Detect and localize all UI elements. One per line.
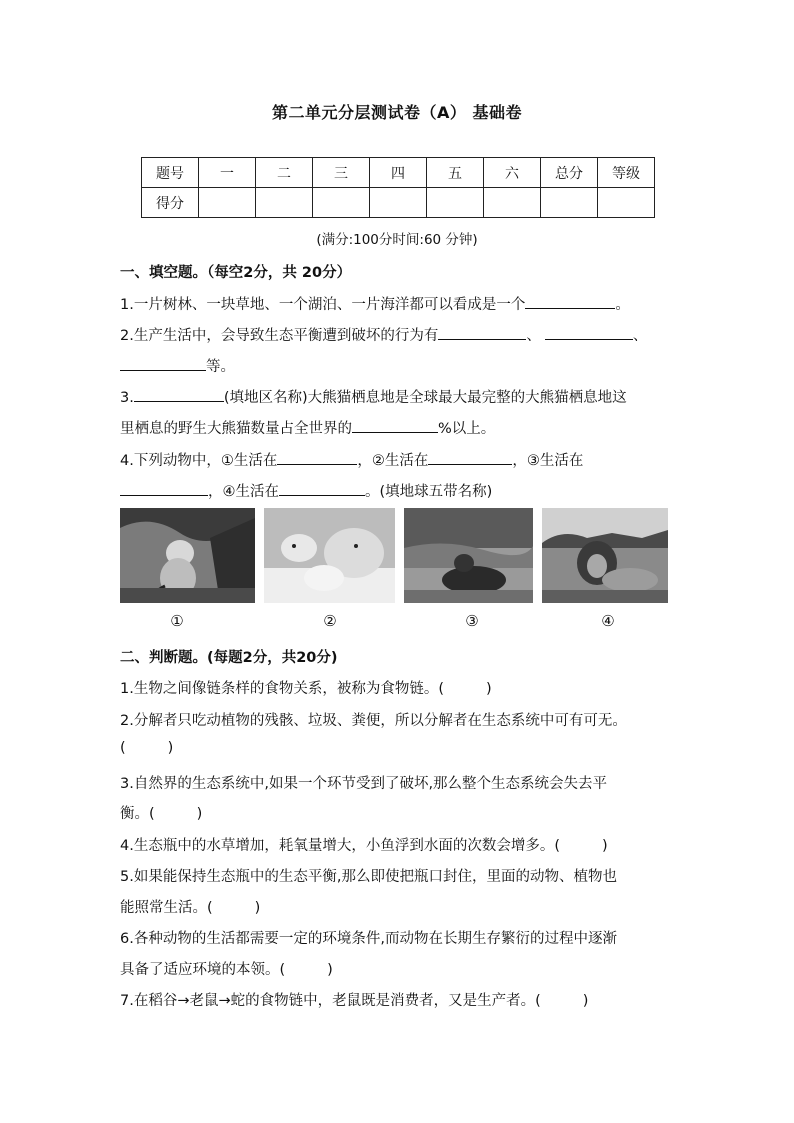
question-2-7 xyxy=(120,989,588,1010)
question-2-5: 5.如果能保持生态瓶中的生态平衡,那么即使把瓶口封住，里面的动物、植物也 xyxy=(120,869,617,885)
table-cell: 一 xyxy=(199,158,256,188)
score-entry-cell[interactable] xyxy=(256,188,313,218)
question-text: ，④生活在 xyxy=(208,484,279,500)
section2-heading: 二、判断题。(每题2分，共20分) xyxy=(120,650,338,666)
question-text: 具备了适应环境的本领。( xyxy=(120,962,286,978)
photo-caption: ④ xyxy=(601,612,615,630)
question-1-2 xyxy=(120,324,647,345)
score-entry-cell[interactable] xyxy=(541,188,598,218)
table-cell: 总分 xyxy=(541,158,598,188)
question-text: 1.一片树林、一块草地、一个湖泊、一片海洋都可以看成是一个 xyxy=(120,297,526,313)
table-cell: 等级 xyxy=(598,158,655,188)
question-2-3-cont xyxy=(120,802,202,823)
question-text: ，②生活在 xyxy=(357,453,429,469)
question-text: 能照常生活。( xyxy=(120,900,213,916)
table-cell: 六 xyxy=(484,158,541,188)
answer-blank[interactable] xyxy=(438,324,526,340)
question-text: %以上。 xyxy=(438,421,496,437)
question-text: 、 xyxy=(632,328,648,344)
question-text: 1.生物之间像链条样的食物关系，被称为食物链。( xyxy=(120,681,444,697)
score-entry-cell[interactable] xyxy=(427,188,484,218)
question-text: 4.下列动物中，①生活在 xyxy=(120,453,278,469)
score-table-header-row xyxy=(142,158,655,188)
question-text: (填地区名称)大熊猫栖息地是全球最大最完整的大熊猫栖息地这 xyxy=(223,390,627,406)
table-cell: 二 xyxy=(256,158,313,188)
answer-blank[interactable] xyxy=(120,480,208,496)
answer-blank[interactable] xyxy=(120,355,206,371)
question-text: ( xyxy=(120,740,126,756)
answer-blank[interactable] xyxy=(352,417,438,433)
section1-heading: 一、填空题。（每空2分，共 20分） xyxy=(120,265,352,281)
answer-blank[interactable] xyxy=(134,386,224,402)
question-1-3-cont xyxy=(120,417,495,438)
photo-caption: ② xyxy=(323,612,337,630)
question-text: 。 xyxy=(615,297,630,313)
polar-bear-photo xyxy=(264,508,395,603)
score-table xyxy=(141,157,655,218)
question-2-1 xyxy=(120,677,492,698)
seal-photo xyxy=(404,508,533,603)
answer-blank[interactable] xyxy=(545,324,633,340)
question-1-1 xyxy=(120,293,630,314)
answer-blank[interactable] xyxy=(277,449,357,465)
question-text: 7.在稻谷→老鼠→蛇的食物链中，老鼠既是消费者，又是生产者。( xyxy=(120,993,541,1009)
table-cell: 三 xyxy=(313,158,370,188)
question-text: ) xyxy=(196,806,203,822)
question-2-6-cont xyxy=(120,958,333,979)
question-2-4 xyxy=(120,834,608,855)
question-text: 。(填地球五带名称) xyxy=(365,484,493,500)
question-text: ) xyxy=(582,993,589,1009)
question-1-4 xyxy=(120,449,583,470)
monkey-photo xyxy=(120,508,255,603)
question-text: 、 xyxy=(526,328,541,344)
question-2-3: 3.自然界的生态系统中,如果一个环节受到了破坏,那么整个生态系统会失去平 xyxy=(120,776,608,792)
answer-blank[interactable] xyxy=(428,449,512,465)
question-1-3 xyxy=(120,386,627,407)
score-table-score-row xyxy=(142,188,655,218)
score-entry-cell[interactable] xyxy=(370,188,427,218)
table-cell: 四 xyxy=(370,158,427,188)
question-number: 3. xyxy=(120,390,134,406)
question-2-2-cont xyxy=(120,740,173,756)
question-1-4-cont xyxy=(120,480,492,501)
question-text: ) xyxy=(486,681,492,697)
answer-blank[interactable] xyxy=(525,293,615,309)
score-entry-cell[interactable] xyxy=(199,188,256,218)
question-2-2: 2.分解者只吃动植物的残骸、垃圾、粪便，所以分解者在生态系统中可有可无。 xyxy=(120,713,627,729)
table-cell: 五 xyxy=(427,158,484,188)
question-text: ) xyxy=(602,838,608,854)
question-1-2-cont xyxy=(120,355,235,376)
table-cell: 得分 xyxy=(142,188,199,218)
page-title: 第二单元分层测试卷（A） 基础卷 xyxy=(272,103,522,122)
question-text: ) xyxy=(327,962,333,978)
question-2-6: 6.各种动物的生活都需要一定的环境条件,而动物在长期生存繁衍的过程中逐渐 xyxy=(120,931,617,947)
question-text: 4.生态瓶中的水草增加，耗氧量增大，小鱼浮到水面的次数会增多。( xyxy=(120,838,560,854)
score-entry-cell[interactable] xyxy=(598,188,655,218)
table-cell: 题号 xyxy=(142,158,199,188)
lion-photo xyxy=(542,508,668,603)
question-text: 衡。( xyxy=(120,806,155,822)
answer-blank[interactable] xyxy=(279,480,365,496)
photo-caption: ③ xyxy=(465,612,479,630)
question-text: ，③生活在 xyxy=(512,453,584,469)
question-text: ) xyxy=(167,740,174,756)
question-2-5-cont xyxy=(120,896,260,917)
question-text: ) xyxy=(254,900,261,916)
exam-note: (满分:100分时间:60 分钟) xyxy=(316,232,478,248)
score-entry-cell[interactable] xyxy=(313,188,370,218)
question-text: 2.生产生活中，会导致生态平衡遭到破坏的行为有 xyxy=(120,328,439,344)
question-text: 里栖息的野生大熊猫数量占全世界的 xyxy=(120,421,352,437)
photo-caption: ① xyxy=(170,612,184,630)
question-text: 等。 xyxy=(206,359,235,375)
score-entry-cell[interactable] xyxy=(484,188,541,218)
